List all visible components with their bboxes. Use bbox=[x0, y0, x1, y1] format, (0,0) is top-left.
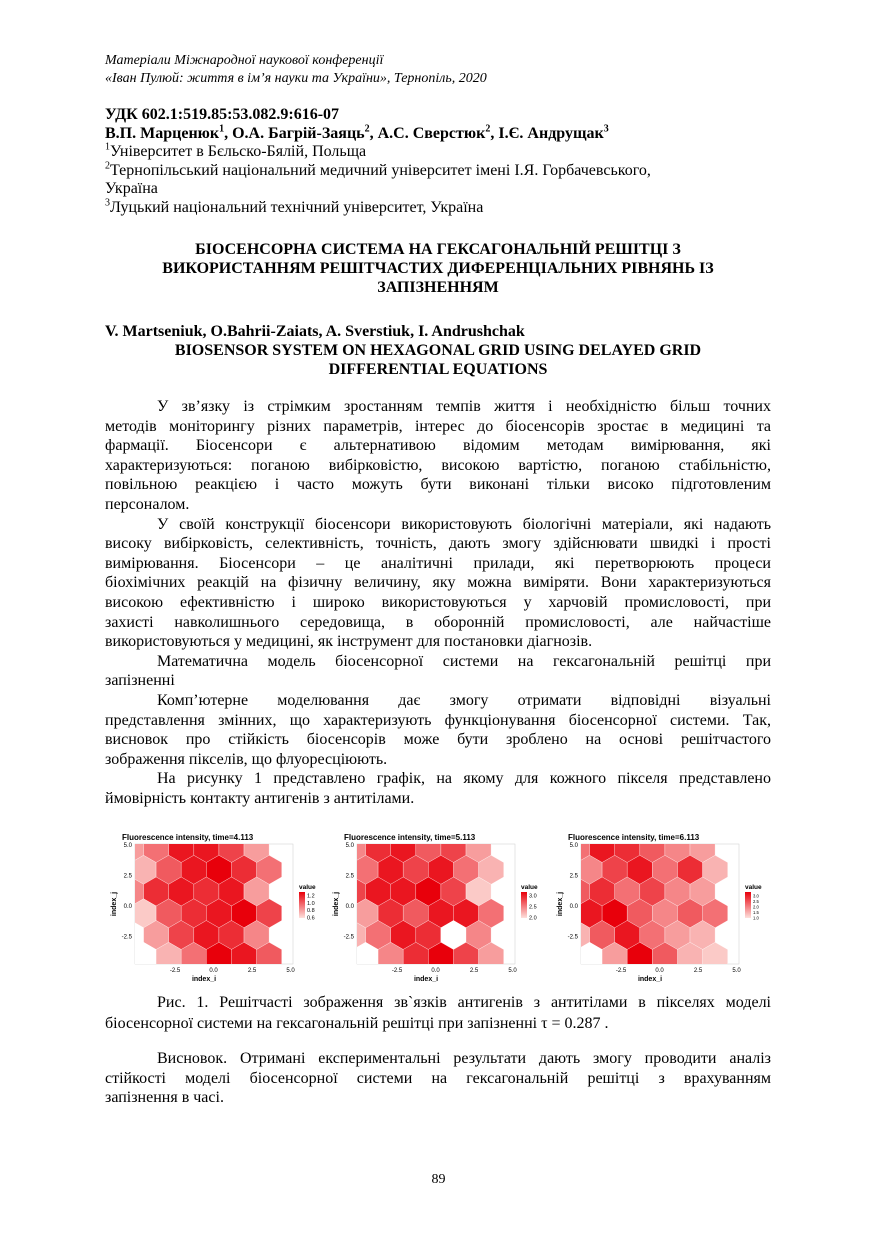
body-text bbox=[105, 397, 771, 808]
y-tick-label: 0.0 bbox=[123, 904, 132, 910]
y-tick-label: 2.5 bbox=[345, 873, 354, 880]
y-tick-label: -2.5 bbox=[343, 934, 354, 941]
affiliation-mark: 3 bbox=[105, 197, 110, 209]
paragraph-line: фармації. Біосенсори є альтернативою відомим методам вимірювання, які bbox=[105, 437, 771, 455]
header-line-1: Матеріали Міжнародної наукової конференції bbox=[105, 53, 384, 68]
paragraph-line: Комп’ютерне моделювання дає змогу отримати відповідні візуальні bbox=[157, 691, 771, 709]
x-tick-label: 5.0 bbox=[508, 968, 517, 974]
author-affiliation-mark: 2 bbox=[485, 123, 491, 135]
x-tick-label: -2.5 bbox=[615, 968, 627, 974]
header-line-2: «Іван Пулюй: життя в ім’я науки та України», Тернопіль, 2020 bbox=[105, 71, 487, 86]
paragraph-line: методів моніторингу різних параметрів, інтерес до біосенсорів зростає в медицині та bbox=[105, 417, 771, 435]
english-block bbox=[105, 322, 771, 379]
paragraph-line: На рисунку 1 представлено графік, на якому для кожного пікселя представлено bbox=[157, 770, 771, 788]
author-affiliation-mark: 1 bbox=[219, 123, 225, 135]
paragraph-line: ймовірність контакту антигенів з антитілами. bbox=[105, 789, 415, 807]
legend-title: value bbox=[299, 884, 316, 891]
udc-code: УДК 602.1:519.85:53.082.9:616-07 bbox=[105, 106, 340, 123]
author-name: О.А. Багрій-Заяць bbox=[232, 124, 365, 142]
heatmap-panel bbox=[556, 830, 771, 988]
page-number: 89 bbox=[431, 1172, 446, 1187]
legend-tick-label: 3.0 bbox=[529, 893, 537, 900]
legend-tick-label: 2.0 bbox=[529, 915, 537, 922]
author-name: В.П. Марценюк bbox=[105, 124, 220, 142]
title-ua-line: ЗАПІЗНЕННЯМ bbox=[377, 279, 499, 296]
paragraph-line: У зв’язку із стрімким зростанням темпів життя і необхідністю більш точних bbox=[157, 398, 771, 415]
affiliation bbox=[105, 143, 785, 162]
affiliation bbox=[105, 162, 785, 181]
paragraph-line: Математична модель біосенсорної системи на гексагональній решітці при bbox=[157, 652, 771, 670]
legend-tick-label: 2.0 bbox=[753, 904, 759, 910]
y-tick-label: 0.0 bbox=[345, 904, 354, 910]
title-ua-line: БІОСЕНСОРНА СИСТЕМА НА ГЕКСАГОНАЛЬНІЙ РЕШІТЦІ З bbox=[195, 241, 681, 258]
affiliation-mark: 1 bbox=[105, 141, 110, 153]
article-meta bbox=[105, 106, 785, 217]
x-axis-label: index_i bbox=[191, 976, 217, 983]
x-tick-label: 2.5 bbox=[247, 968, 257, 974]
y-tick-label: 5.0 bbox=[123, 843, 132, 849]
figure-caption bbox=[105, 992, 771, 1034]
heatmap-svg bbox=[332, 830, 547, 988]
affiliation-text: Університет в Бєльско-Бялій, Польща bbox=[110, 143, 367, 160]
paragraph-line: вимірювання. Біосенсори – це аналітичні прилади, які перетворюють процеси bbox=[105, 554, 771, 572]
affiliation-text: Луцький національний технічний університет, Україна bbox=[110, 198, 484, 216]
conference-header bbox=[105, 52, 487, 88]
y-axis-label: index_j bbox=[557, 891, 564, 917]
conclusion-line: запізнення в часі. bbox=[105, 1089, 224, 1107]
title-ua-line: ВИКОРИСТАННЯМ РЕШІТЧАСТИХ ДИФЕРЕНЦІАЛЬНИХ РІВНЯНЬ ІЗ bbox=[162, 260, 714, 277]
paragraph-line: зображення пікселів, що флуоресціюють. bbox=[105, 750, 388, 768]
legend-tick-label: 1.0 bbox=[307, 900, 315, 907]
caption-line: біосенсорної системи на гексагональній решітці при запізненні τ = 0.287 . bbox=[105, 1015, 609, 1032]
conclusion-line: стійкості моделі біосенсорної системи на гексагональній решітці з врахуванням bbox=[105, 1069, 771, 1087]
affiliation-mark: 2 bbox=[105, 160, 110, 172]
authors-en: V. Martseniuk, O.Bahrii-Zaiats, A. Sverstiuk, I. Andrushchak bbox=[105, 323, 525, 340]
x-tick-label: 0.0 bbox=[209, 968, 218, 974]
legend-tick-label: 0.6 bbox=[307, 915, 315, 922]
legend-tick-label: 2.5 bbox=[529, 904, 537, 911]
author-affiliation-mark: 3 bbox=[603, 123, 609, 135]
legend-title: value bbox=[521, 884, 538, 891]
legend-colorbar bbox=[299, 892, 305, 918]
paragraph-line: У своїй конструкції біосенсори використовують біологічні матеріали, які надають bbox=[157, 515, 771, 533]
legend-tick-label: 1.2 bbox=[307, 893, 315, 900]
author-name: І.Є. Андрущак bbox=[498, 124, 604, 142]
figure-1 bbox=[110, 830, 770, 990]
paragraph-line: захисті навколишнього середовища, в оборонній промисловості, але найчастіше bbox=[105, 613, 771, 631]
affiliation-text: Україна bbox=[105, 180, 158, 197]
x-tick-label: 5.0 bbox=[732, 968, 741, 974]
x-axis-label: index_i bbox=[413, 976, 439, 983]
y-tick-label: 5.0 bbox=[345, 843, 354, 849]
panel-title: Fluorescence intensity, time=5.113 bbox=[344, 833, 476, 842]
y-axis-label: index_j bbox=[111, 891, 118, 917]
paragraph-line: повільною реакцією і часто можуть бути виконані тільки високо підготовленим bbox=[105, 476, 771, 494]
author-name: А.С. Сверстюк bbox=[377, 124, 486, 142]
legend-tick-label: 1.5 bbox=[753, 910, 759, 915]
paragraph-line: високу вибірковість, селективність, точність, дають змогу здійснювати швидкі і прості bbox=[105, 535, 771, 553]
y-tick-label: -2.5 bbox=[121, 934, 132, 941]
x-tick-label: -2.5 bbox=[169, 968, 181, 974]
y-axis-label: index_j bbox=[333, 891, 340, 917]
conclusion-line: Висновок. Отримані експериментальні результати дають змогу проводити аналіз bbox=[157, 1050, 771, 1067]
x-tick-label: 5.0 bbox=[286, 968, 295, 974]
y-tick-label: 2.5 bbox=[569, 873, 578, 880]
legend-tick-label: 0.8 bbox=[307, 908, 315, 915]
affiliations bbox=[105, 143, 785, 217]
paragraph-line: запізненні bbox=[105, 672, 175, 690]
affiliation-text: Тернопільський національний медичний університет імені І.Я. Горбачевського, bbox=[110, 161, 651, 179]
paragraph-line: представлення змінних, що характеризують функціонування біосенсорної системи. Так, bbox=[105, 711, 771, 729]
legend-tick-label: 2.5 bbox=[753, 899, 759, 904]
x-tick-label: 0.0 bbox=[431, 968, 440, 974]
title-en-line: DIFFERENTIAL EQUATIONS bbox=[328, 361, 548, 378]
panel-title: Fluorescence intensity, time=6.113 bbox=[568, 833, 700, 842]
paragraph-line: використовуються у медицині, як інструмент для постановки діагнозів. bbox=[105, 633, 593, 651]
author-affiliation-mark: 2 bbox=[364, 123, 370, 135]
x-tick-label: 2.5 bbox=[469, 968, 479, 974]
panel-title: Fluorescence intensity, time=4.113 bbox=[122, 833, 254, 842]
affiliation bbox=[105, 199, 785, 218]
conclusion bbox=[105, 1049, 771, 1108]
paragraph-line: високою ефективністю і широко використовуються у харчовій промисловості, при bbox=[105, 593, 771, 611]
y-tick-label: 5.0 bbox=[569, 843, 578, 849]
heatmap-svg bbox=[556, 830, 771, 988]
x-tick-label: 2.5 bbox=[693, 968, 703, 974]
legend-title: value bbox=[745, 884, 762, 891]
paragraph-line: характеризуються: поганою вибірковістю, високою вартістю, поганою стабільністю, bbox=[105, 456, 771, 474]
authors-ua: В.П. Марценюк$^1$, О.А. Багрій-Заяць$^2$, А.С. Сверстюк$^2$, І.Є. Андрущак$^3$ bbox=[105, 123, 609, 142]
heatmap-panel bbox=[110, 830, 325, 988]
paragraph-line: персоналом. bbox=[105, 495, 190, 513]
legend-tick-label: 3.0 bbox=[753, 893, 759, 899]
heatmap-panel bbox=[332, 830, 547, 988]
caption-line: Рис. 1. Решітчасті зображення зв`язків антигенів з антитілами в пікселях моделі bbox=[157, 994, 771, 1011]
paragraph-line: висновок про стійкість біосенсорів може бути зроблено на основі решітчастого bbox=[105, 731, 771, 749]
x-axis-label: index_i bbox=[637, 976, 663, 983]
title-ua bbox=[105, 240, 771, 297]
x-tick-label: -2.5 bbox=[391, 968, 403, 974]
y-tick-label: 2.5 bbox=[123, 873, 132, 880]
legend-colorbar bbox=[745, 892, 751, 918]
title-en-line: BIOSENSOR SYSTEM ON HEXAGONAL GRID USING DELAYED GRID bbox=[174, 342, 702, 359]
legend-colorbar bbox=[521, 892, 527, 918]
y-tick-label: 0.0 bbox=[569, 904, 578, 910]
x-tick-label: 0.0 bbox=[655, 968, 664, 974]
legend-tick-label: 1.0 bbox=[753, 915, 759, 921]
heatmap-svg bbox=[110, 830, 325, 988]
paragraph-line: біохімічних реакцій на фізичну величину, яку можна виміряти. Вони характеризуються bbox=[105, 574, 771, 592]
y-tick-label: -2.5 bbox=[567, 934, 578, 941]
